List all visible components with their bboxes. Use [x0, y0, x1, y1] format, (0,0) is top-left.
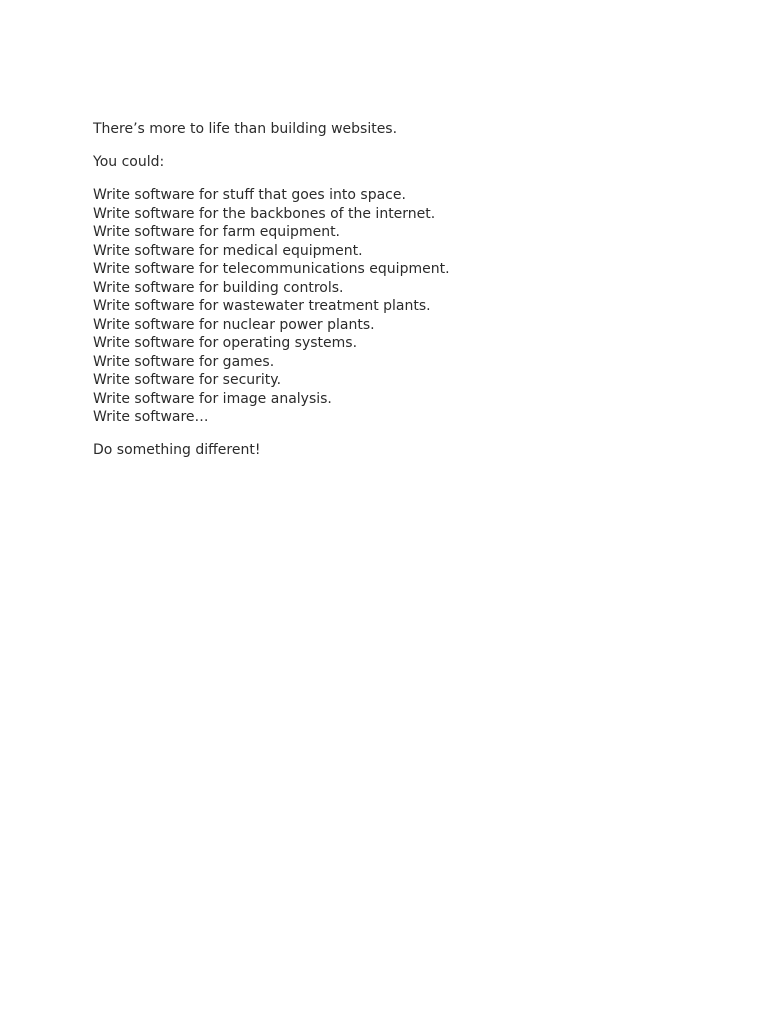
list-item: Write software for operating systems.	[93, 335, 358, 351]
list-item: Write software…	[93, 409, 209, 425]
intro-paragraph: There’s more to life than building websites.	[93, 121, 398, 137]
list-item: Write software for wastewater treatment plants.	[93, 298, 431, 314]
list-item: Write software for security.	[93, 372, 282, 388]
list-item: Write software for building controls.	[93, 279, 344, 296]
list-item: Write software for games.	[93, 353, 275, 370]
list-item: Write software for stuff that goes into space.	[93, 187, 406, 203]
list-item: Write software for image analysis.	[93, 390, 332, 407]
list-item: Write software for telecommunications equipment.	[93, 261, 450, 277]
lead-in-paragraph: You could:	[93, 154, 165, 170]
software-list	[93, 186, 693, 427]
document-body	[93, 120, 693, 474]
list-item: Write software for nuclear power plants.	[93, 316, 375, 333]
list-item: Write software for the backbones of the internet.	[93, 205, 436, 222]
list-item: Write software for farm equipment.	[93, 224, 341, 240]
list-item: Write software for medical equipment.	[93, 242, 363, 259]
closing-paragraph: Do something different!	[93, 442, 261, 458]
